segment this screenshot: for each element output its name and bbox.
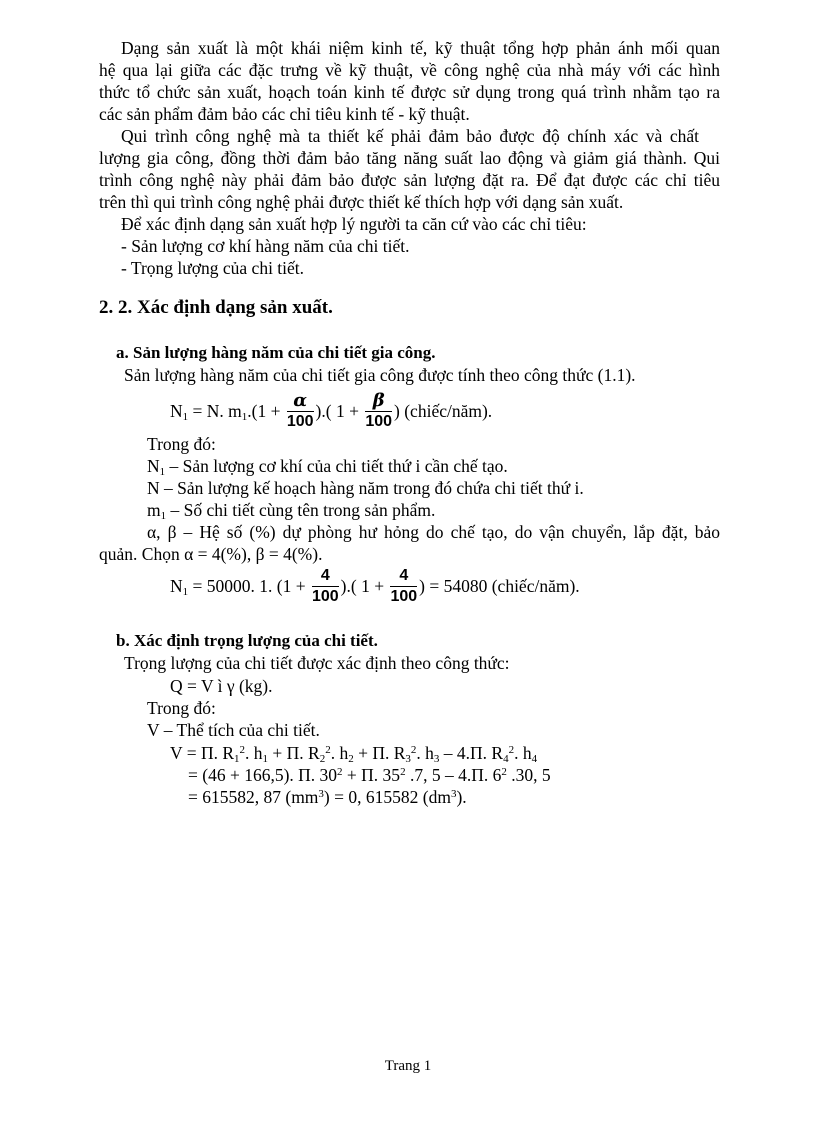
- volume-formula-line-1: V = Π. $R_1^2$. $h_1 + \Pi$. $R_2^2$. $h_2 + \Pi$. $R_3^2$. $h_3 - 4.\Pi$. $R_4^2$. $h_4$: [170, 743, 538, 765]
- part-a-where: Trong đó:: [147, 434, 216, 454]
- volume-formula-line-2: = (46 + 166,5). Π. $30^2 + \Pi$. $35^2$ .7, 5 – 4.Π. $6^2$ .30, 5: [188, 765, 551, 785]
- beta-fraction: $\frac{\beta}{100}$: [365, 390, 393, 431]
- intro-p1-line-1: Dạng sản xuất là một khái niệm kinh tế, kỹ thuật tổng hợp phản ánh mối quan: [121, 38, 720, 58]
- part-a-intro: Sản lượng hàng năm của chi tiết gia công được tính theo công thức (1.1).: [124, 365, 636, 385]
- section-title: 2. 2. Xác định dạng sản xuất.: [99, 297, 333, 318]
- intro-p2-line-2: lượng gia công, đồng thời đảm bảo tăng năng suất lao động và giảm giá thành. Qui: [99, 148, 720, 168]
- def-n: N – Sản lượng kế hoạch hàng năm trong đó chứa chi tiết thứ i.: [147, 478, 584, 498]
- alpha-value-fraction: $\frac{4}{100}$: [311, 567, 339, 606]
- intro-p3: Để xác định dạng sản xuất hợp lý người ta căn cứ vào các chỉ tiêu:: [121, 214, 587, 234]
- intro-p1-line-3: thức tổ chức sản xuất, hoạch toán kinh tế được sử dụng trong quá trình nhằm tạo ra: [99, 82, 720, 102]
- volume-definition: V – Thể tích của chi tiết.: [147, 720, 320, 740]
- intro-p2-line-3: trình công nghệ này phải đảm bảo được sản lượng đặt ra. Để đạt được các chỉ tiêu: [99, 170, 720, 190]
- coef-line-2: quản. Chọn α = 4(%), β = 4(%).: [99, 544, 323, 564]
- intro-bullet-2: - Trọng lượng của chi tiết.: [121, 258, 305, 278]
- def-n1: $N_1$ – Sản lượng cơ khí của chi tiết thứ i cần chế tạo.: [147, 456, 508, 478]
- beta-value-fraction: $\frac{4}{100}$: [390, 567, 418, 606]
- part-b-intro: Trọng lượng của chi tiết được xác định theo công thức:: [124, 653, 510, 673]
- volume-formula-line-3: = 615582, 87 $(mm^3) = 0$, 615582 $(dm^3)$.: [188, 787, 467, 807]
- weight-formula: Q = V ì γ (kg).: [170, 676, 273, 696]
- intro-p1-line-2: hệ qua lại giữa các đặc trưng về kỹ thuật, về công nghệ của nhà máy với các hình: [99, 60, 720, 80]
- intro-p2-line-4: trên thì qui trình công nghệ phải được thiết kế thích hợp với dạng sản xuất.: [99, 192, 624, 212]
- intro-p2-line-1: Qui trình công nghệ mà ta thiết kế phải đảm bảo được độ chính xác và chất: [121, 126, 699, 146]
- part-a-heading: a. Sản lượng hàng năm của chi tiết gia công.: [116, 343, 436, 362]
- coef-line-1: α, β – Hệ số (%) dự phòng hư hỏng do chế tạo, do vận chuyển, lắp đặt, bảo: [147, 522, 720, 542]
- intro-p1-line-4: các sản phẩm đảm bảo các chỉ tiêu kinh tế - kỹ thuật.: [99, 104, 470, 124]
- page-footer: Trang 1: [384, 1058, 432, 1074]
- alpha-fraction: $\frac{\alpha}{100}$: [286, 390, 314, 431]
- def-m1: $m_1$ – Số chi tiết cùng tên trong sản phẩm.: [147, 500, 436, 522]
- part-b-where: Trong đó:: [147, 698, 216, 718]
- intro-bullet-1: - Sản lượng cơ khí hàng năm của chi tiết.: [121, 236, 410, 256]
- part-b-heading: b. Xác định trọng lượng của chi tiết.: [116, 631, 378, 650]
- production-calculation: $N_1 = 50000$. 1. (1 + $\frac{4}{100}$ ).( 1 + $\frac{4}{100}$ ) = 54080 (chiếc/năm).: [170, 567, 580, 606]
- production-formula: $N_1 = N$. $m_1.(1$ + $\frac{\alpha}{100}$ ).( 1 + $\frac{\beta}{100}$ ) (chiếc/năm).: [170, 390, 493, 431]
